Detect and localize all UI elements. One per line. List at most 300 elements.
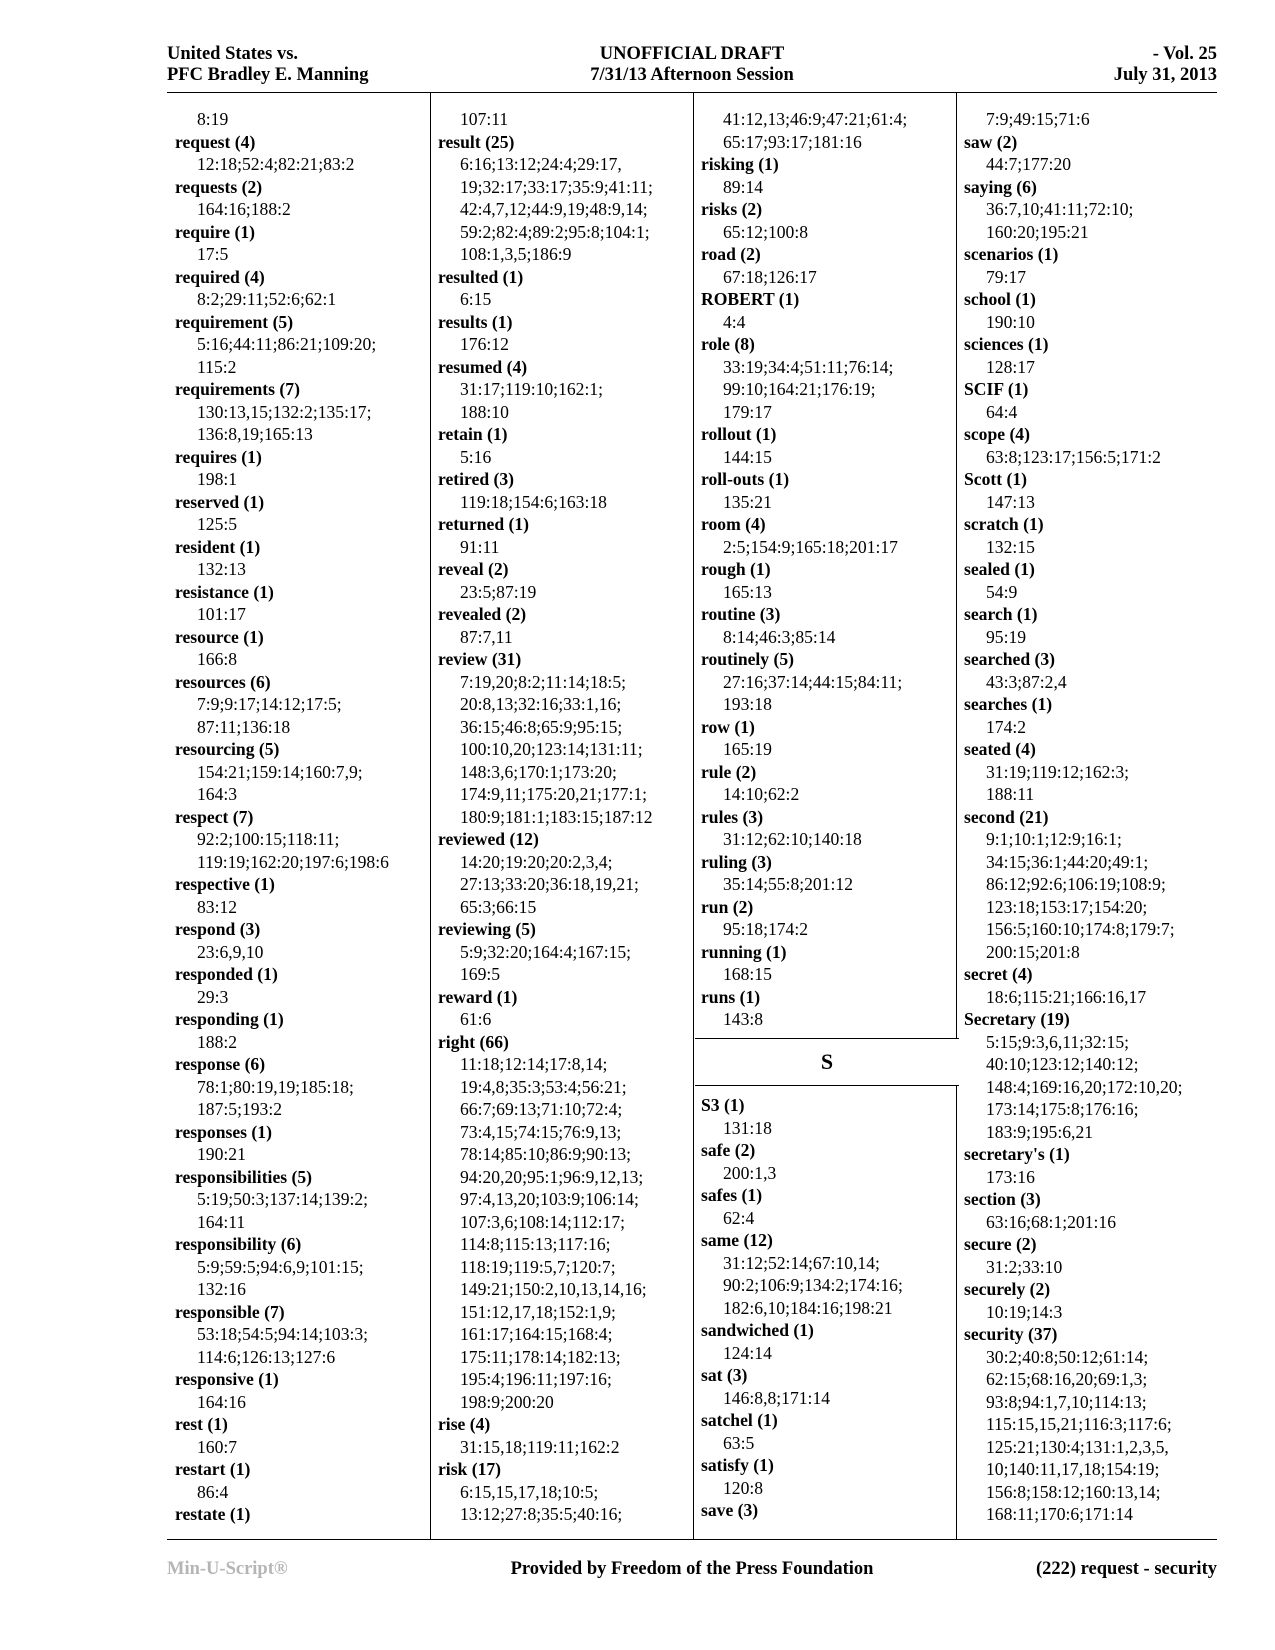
page-line-references: 8:19: [197, 109, 229, 129]
index-term: review (31): [438, 649, 522, 669]
page-line-references: 87:7,11: [460, 626, 513, 647]
page-line-references: 9:1;10:1;12:9;16:1;: [986, 829, 1122, 849]
page-line-references: 183:9;195:6,21: [986, 1121, 1094, 1142]
index-entry: [438, 1458, 693, 1526]
index-term: sciences (1): [964, 334, 1049, 354]
index-term: response (6): [175, 1054, 266, 1074]
draft-label: UNOFFICIAL DRAFT: [599, 44, 785, 64]
index-entry: [175, 1413, 430, 1458]
index-entry: [438, 648, 693, 828]
index-entry: [701, 243, 956, 288]
index-entry: [701, 648, 956, 716]
page-line-references: 65:3;66:15: [460, 896, 537, 917]
page-line-references: 64:4: [986, 401, 1018, 422]
page-line-references: 42:4,7,12;44:9,19;48:9,14;: [460, 199, 648, 219]
index-term: requirements (7): [175, 379, 300, 399]
index-entry: [701, 288, 956, 333]
publisher-mark: Min-U-Script®: [167, 1559, 288, 1579]
index-entry: [964, 423, 1219, 468]
column-divider: [956, 92, 957, 1540]
index-term: rollout (1): [701, 424, 777, 444]
index-entry: [175, 1233, 430, 1301]
page-line-references: 114:6;126:13;127:6: [197, 1346, 336, 1367]
page-line-references: 78:1;80:19,19;185:18;: [197, 1076, 354, 1097]
index-term: revealed (2): [438, 604, 527, 624]
page-line-references: 136:8,19;165:13: [197, 424, 313, 444]
index-frame: [167, 92, 1217, 1540]
page-line-references: 188:11: [986, 784, 1035, 804]
index-entry: [964, 693, 1219, 738]
index-entry: [701, 1139, 956, 1184]
volume-label: - Vol. 25: [1152, 44, 1217, 64]
page-line-references: 160:7: [197, 1436, 238, 1457]
index-entry: [438, 558, 693, 603]
index-entry: [175, 1368, 430, 1413]
page-line-references: 23:5;87:19: [460, 581, 537, 602]
page-line-references: 179:17: [723, 401, 772, 422]
index-entry: [964, 738, 1219, 806]
index-entry: [964, 603, 1219, 648]
page-line-references: 4:4: [723, 311, 746, 332]
index-term: safe (2): [701, 1140, 756, 1160]
page-line-references: 5:19;50:3;137:14;139:2;: [197, 1189, 369, 1209]
page-line-references: 53:18;54:5;94:14;103:3;: [197, 1324, 369, 1344]
top-rule: [167, 92, 1217, 93]
index-entry: [175, 671, 430, 739]
page-line-references: 195:4;196:11;197:16;: [460, 1369, 612, 1389]
page-line-references: 193:18: [723, 694, 772, 714]
index-entry: [175, 918, 430, 963]
index-entry: [175, 266, 430, 311]
index-term: responded (1): [175, 964, 278, 984]
index-term: sat (3): [701, 1365, 748, 1385]
index-term: reserved (1): [175, 491, 265, 512]
index-column-4: [964, 108, 1219, 1526]
page-line-references: 169:5: [460, 964, 501, 984]
page-line-references: 8:14;46:3;85:14: [723, 626, 836, 647]
page-line-references: 31:19;119:12;162:3;: [986, 761, 1130, 782]
page-line-references: 198:9;200:20: [460, 1391, 554, 1412]
index-entry: [438, 603, 693, 648]
page-line-references: 67:18;126:17: [723, 266, 817, 287]
index-entry: [964, 1143, 1219, 1188]
index-entry: [438, 311, 693, 356]
page-line-references: 5:15;9:3,6,11;32:15;: [986, 1031, 1130, 1052]
page-line-references: 54:9: [986, 581, 1018, 602]
index-entry: [175, 581, 430, 626]
page-line-references: 164:16;188:2: [197, 199, 291, 219]
index-entry: [701, 1229, 956, 1319]
index-entry: [964, 1323, 1219, 1526]
page-line-references: 188:2: [197, 1031, 238, 1052]
page-line-references: 132:13: [197, 559, 246, 579]
page-line-references: 146:8,8;171:14: [723, 1387, 831, 1408]
index-entry: [964, 378, 1219, 423]
index-term: reviewed (12): [438, 829, 539, 849]
index-term: run (2): [701, 896, 754, 917]
index-term: role (8): [701, 334, 755, 354]
page-line-references: 14:20;19:20;20:2,3,4;: [460, 851, 613, 872]
index-term: safes (1): [701, 1185, 763, 1205]
page-line-references: 6:16;13:12;24:4;29:17,: [460, 154, 622, 174]
page-line-references: 174:2: [986, 716, 1027, 737]
index-term: running (1): [701, 941, 787, 962]
page-line-references: 135:21: [723, 491, 772, 512]
index-entry: [701, 896, 956, 941]
page-line-references: 41:12,13;46:9;47:21;61:4;: [723, 109, 908, 129]
index-term: saw (2): [964, 131, 1018, 152]
page-line-references: 93:8;94:1,7,10;114:13;: [986, 1391, 1147, 1412]
index-entry: [701, 851, 956, 896]
index-entry: [438, 1031, 693, 1414]
index-term: SCIF (1): [964, 379, 1029, 399]
index-term: Secretary (19): [964, 1009, 1070, 1029]
index-term: responses (1): [175, 1121, 272, 1142]
volume-info: [1114, 44, 1217, 86]
index-entry: [701, 603, 956, 648]
index-entry: [175, 1301, 430, 1369]
index-term: sandwiched (1): [701, 1320, 814, 1340]
page-line-references: 63:5: [723, 1432, 755, 1453]
page-line-references: 78:14;85:10;86:9;90:13;: [460, 1144, 632, 1164]
index-entry: [438, 131, 693, 266]
bottom-rule: [167, 1539, 1217, 1540]
page-line-references: 147:13: [986, 491, 1035, 512]
column-divider: [693, 92, 694, 1540]
index-term: risks (2): [701, 199, 763, 219]
index-term: resulted (1): [438, 266, 524, 287]
index-column-1: [175, 108, 430, 1526]
index-term: school (1): [964, 289, 1036, 309]
index-entry: [175, 1008, 430, 1053]
index-entry: [175, 1503, 430, 1526]
index-entry: [964, 468, 1219, 513]
page-line-references: 65:12;100:8: [723, 221, 809, 242]
page-line-references: 120:8: [723, 1477, 764, 1498]
index-entry: [964, 513, 1219, 558]
page-line-references: 200:1,3: [723, 1162, 777, 1183]
index-entry: [964, 648, 1219, 693]
page-line-references: 94:20,20;95:1;96:9,12,13;: [460, 1166, 644, 1187]
index-term: retain (1): [438, 424, 508, 444]
page-line-references: 31:15,18;119:11;162:2: [460, 1436, 620, 1457]
index-entry: [175, 1053, 430, 1121]
page-line-references: 156:5;160:10;174:8;179:7;: [986, 919, 1175, 939]
index-term: second (21): [964, 806, 1049, 827]
column-divider: [430, 92, 431, 1540]
index-entry: [964, 333, 1219, 378]
page-line-references: 115:15,15,21;116:3;117:6;: [986, 1414, 1172, 1434]
page-line-references: 124:14: [723, 1342, 772, 1363]
page-line-references: 12:18;52:4;82:21;83:2: [197, 154, 355, 174]
page-line-references: 166:8: [197, 649, 238, 669]
index-term: secretary's (1): [964, 1144, 1070, 1164]
index-entry: [438, 513, 693, 558]
index-term: risk (17): [438, 1459, 502, 1479]
index-entry: [964, 558, 1219, 603]
index-term: search (1): [964, 604, 1038, 624]
page-line-references: 7:9;9:17;14:12;17:5;: [197, 694, 342, 714]
index-term: satchel (1): [701, 1410, 778, 1430]
page-line-references: 156:8;158:12;160:13,14;: [986, 1481, 1161, 1502]
index-term: searched (3): [964, 649, 1056, 669]
page-line-references: 130:13,15;132:2;135:17;: [197, 401, 372, 422]
index-entry: [964, 288, 1219, 333]
index-term: responsibility (6): [175, 1234, 302, 1254]
index-term: reviewing (5): [438, 919, 536, 939]
index-term: result (25): [438, 131, 515, 152]
index-term: scratch (1): [964, 514, 1044, 534]
page-line-references: 115:2: [197, 356, 237, 377]
index-term: roll-outs (1): [701, 469, 790, 489]
index-entry: [175, 738, 430, 806]
index-entry: [701, 986, 956, 1031]
page-line-references: 7:9;49:15;71:6: [986, 109, 1090, 129]
page-line-references: 188:10: [460, 401, 509, 422]
index-entry: [701, 1409, 956, 1454]
index-term: resourcing (5): [175, 739, 280, 759]
index-term: respond (3): [175, 919, 261, 939]
page-line-references: 175:11;178:14;182:13;: [460, 1346, 621, 1367]
index-entry: [438, 266, 693, 311]
page-line-references: 18:6;115:21;166:16,17: [986, 986, 1147, 1007]
index-column-3-continued: [701, 1094, 956, 1522]
page-line-references: 6:15,15,17,18;10:5;: [460, 1481, 599, 1502]
index-entry: [175, 873, 430, 918]
page-line-references: 190:21: [197, 1144, 246, 1164]
page-header: [167, 44, 1217, 92]
index-entry: [964, 1233, 1219, 1278]
index-entry: [964, 1008, 1219, 1143]
index-term: rule (2): [701, 761, 757, 782]
page-line-references: 8:2;29:11;52:6;62:1: [197, 289, 337, 309]
page-line-references: 6:15: [460, 289, 492, 309]
page-line-references: 90:2;106:9;134:2;174:16;: [723, 1275, 903, 1295]
index-column-3: [701, 108, 956, 1031]
page-line-references: 31:12;52:14;67:10,14;: [723, 1252, 880, 1273]
index-entry: [701, 513, 956, 558]
index-entry: [438, 468, 693, 513]
page-line-references: 200:15;201:8: [986, 941, 1080, 962]
page-line-references: 73:4,15;74:15;76:9,13;: [460, 1121, 622, 1142]
index-term: resistance (1): [175, 581, 274, 602]
index-term: routinely (5): [701, 649, 795, 669]
index-term: resumed (4): [438, 356, 528, 377]
page-line-references: 187:5;193:2: [197, 1099, 283, 1119]
page-line-references: 62:4: [723, 1207, 755, 1228]
index-term: requires (1): [175, 446, 262, 467]
index-entry: [175, 626, 430, 671]
page-line-references: 123:18;153:17;154:20;: [986, 896, 1148, 917]
index-term: secret (4): [964, 964, 1033, 984]
page-line-references: 62:15;68:16,20;69:1,3;: [986, 1369, 1148, 1389]
section-letter: S: [820, 1049, 834, 1074]
page-line-references: 164:11: [197, 1211, 246, 1232]
page-line-references: 36:7,10;41:11;72:10;: [986, 199, 1134, 219]
index-term: results (1): [438, 311, 513, 332]
page-line-references: 132:15: [986, 536, 1035, 557]
page-line-references: 125:5: [197, 514, 238, 534]
index-entry: [175, 536, 430, 581]
index-term: respective (1): [175, 874, 275, 894]
page-line-references: 91:11: [460, 536, 500, 557]
page-line-references: 29:3: [197, 986, 229, 1007]
index-term: returned (1): [438, 514, 530, 534]
index-term: responding (1): [175, 1009, 284, 1029]
page-line-references: 160:20;195:21: [986, 221, 1089, 242]
page-line-references: 63:16;68:1;201:16: [986, 1211, 1117, 1232]
index-entry: [175, 176, 430, 221]
index-term: reveal (2): [438, 559, 509, 579]
page-line-references: 149:21;150:2,10,13,14,16;: [460, 1279, 647, 1299]
page-line-references: 30:2;40:8;50:12;61:14;: [986, 1346, 1149, 1367]
page-line-references: 11:18;12:14;17:8,14;: [460, 1054, 608, 1074]
index-term: request (4): [175, 131, 256, 152]
page-line-references: 10:19;14:3: [986, 1301, 1063, 1322]
page-line-references: 143:8: [723, 1009, 764, 1029]
page-line-references: 27:16;37:14;44:15;84:11;: [723, 671, 903, 692]
page-line-references: 173:16: [986, 1166, 1035, 1187]
page-line-references: 7:19,20;8:2;11:14;18:5;: [460, 671, 627, 692]
page-line-references: 92:2;100:15;118:11;: [197, 829, 340, 849]
index-entry: [438, 423, 693, 468]
page-line-references: 144:15: [723, 446, 772, 467]
index-entry: [701, 108, 956, 153]
index-term: save (3): [701, 1500, 759, 1520]
page-line-references: 174:9,11;175:20,21;177:1;: [460, 784, 648, 804]
page-line-references: 10;140:11,17,18;154:19;: [986, 1459, 1160, 1479]
page-line-references: 108:1,3,5;186:9: [460, 244, 572, 264]
index-term: secure (2): [964, 1234, 1037, 1254]
index-entry: [175, 1166, 430, 1234]
index-entry: [175, 1458, 430, 1503]
index-term: runs (1): [701, 986, 761, 1007]
page-line-references: 20:8,13;32:16;33:1,16;: [460, 694, 622, 714]
index-term: retired (3): [438, 469, 515, 489]
page-line-references: 125:21;130:4;131:1,2,3,5,: [986, 1436, 1169, 1457]
index-term: responsibilities (5): [175, 1166, 313, 1187]
page-line-references: 35:14;55:8;201:12: [723, 874, 854, 894]
page-footer: [167, 1558, 1217, 1584]
index-term: Scott (1): [964, 469, 1028, 489]
index-entry: [701, 716, 956, 761]
page-line-references: 61:6: [460, 1009, 492, 1029]
index-entry: [701, 941, 956, 986]
index-entry: [701, 761, 956, 806]
index-term: requirement (5): [175, 311, 294, 332]
page-line-references: 128:17: [986, 356, 1035, 377]
page-line-references: 173:14;175:8;176:16;: [986, 1099, 1139, 1119]
index-entry: [964, 131, 1219, 176]
index-term: require (1): [175, 221, 255, 242]
index-column-2: [438, 108, 693, 1526]
index-entry: [964, 108, 1219, 131]
page-line-references: 164:3: [197, 784, 238, 804]
index-term: scope (4): [964, 424, 1030, 444]
page-line-references: 190:10: [986, 311, 1035, 332]
index-entry: [175, 311, 430, 379]
page-line-references: 118:19;119:5,7;120:7;: [460, 1256, 616, 1277]
index-term: resource (1): [175, 626, 264, 647]
page-line-references: 132:16: [197, 1279, 246, 1299]
index-entry: [701, 1499, 956, 1522]
index-entry: [964, 1278, 1219, 1323]
index-term: rules (3): [701, 806, 764, 827]
page-line-references: 119:18;154:6;163:18: [460, 491, 607, 512]
page-line-references: 36:15;46:8;65:9;95:15;: [460, 716, 623, 737]
page-line-references: 65:17;93:17;181:16: [723, 131, 862, 152]
page-line-references: 168:11;170:6;171:14: [986, 1504, 1133, 1524]
index-term: section (3): [964, 1189, 1041, 1209]
index-entry: [175, 378, 430, 446]
page-line-references: 27:13;33:20;36:18,19,21;: [460, 874, 639, 894]
case-caption-line-2: PFC Bradley E. Manning: [167, 65, 369, 85]
index-term: risking (1): [701, 154, 779, 174]
index-term: same (12): [701, 1230, 773, 1250]
index-entry: [964, 176, 1219, 244]
page-line-references: 19:4,8;35:3;53:4;56:21;: [460, 1076, 627, 1097]
index-entry: [701, 1454, 956, 1499]
index-entry: [175, 446, 430, 491]
page-line-references: 100:10,20;123:14;131:11;: [460, 739, 643, 759]
page-line-references: 5:16;44:11;86:21;109:20;: [197, 334, 377, 354]
page-line-references: 2:5;154:9;165:18;201:17: [723, 536, 898, 557]
index-term: ROBERT (1): [701, 289, 800, 309]
index-term: rise (4): [438, 1414, 491, 1434]
session-label: 7/31/13 Afternoon Session: [590, 65, 794, 85]
page-line-references: 151:12,17,18;152:1,9;: [460, 1301, 616, 1322]
index-term: securely (2): [964, 1279, 1051, 1299]
page-line-references: 17:5: [197, 244, 229, 264]
index-entry: [175, 806, 430, 874]
page-line-references: 168:15: [723, 964, 772, 984]
page-line-references: 131:18: [723, 1117, 772, 1138]
index-term: scenarios (1): [964, 244, 1059, 264]
index-term: rest (1): [175, 1414, 228, 1434]
provider-credit: Provided by Freedom of the Press Foundation: [510, 1559, 874, 1579]
index-entry: [964, 963, 1219, 1008]
index-entry: [964, 1188, 1219, 1233]
index-term: security (37): [964, 1324, 1058, 1344]
page-line-references: 154:21;159:14;160:7,9;: [197, 761, 363, 782]
page-range-label: (222) request - security: [1035, 1559, 1217, 1579]
index-term: reward (1): [438, 986, 518, 1007]
page-line-references: 99:10;164:21;176:19;: [723, 379, 876, 399]
index-entry: [175, 491, 430, 536]
page-line-references: 89:14: [723, 176, 764, 197]
index-term: rough (1): [701, 559, 771, 579]
index-entry: [701, 153, 956, 198]
index-entry: [175, 1121, 430, 1166]
page-line-references: 66:7;69:13;71:10;72:4;: [460, 1099, 623, 1119]
index-entry: [438, 108, 693, 131]
index-term: responsive (1): [175, 1369, 279, 1389]
index-entry: [964, 806, 1219, 964]
index-entry: [175, 131, 430, 176]
index-entry: [175, 108, 430, 131]
index-term: resident (1): [175, 536, 261, 557]
index-entry: [701, 1094, 956, 1139]
page-line-references: 198:1: [197, 469, 238, 489]
page-line-references: 5:9;59:5;94:6,9;101:15;: [197, 1256, 364, 1277]
page-line-references: 33:19;34:4;51:11;76:14;: [723, 356, 894, 377]
index-entry: [438, 986, 693, 1031]
page-line-references: 31:12;62:10;140:18: [723, 829, 862, 849]
page-line-references: 79:17: [986, 266, 1027, 287]
page-line-references: 176:12: [460, 334, 509, 354]
index-term: seated (4): [964, 739, 1036, 759]
index-term: room (4): [701, 514, 766, 534]
